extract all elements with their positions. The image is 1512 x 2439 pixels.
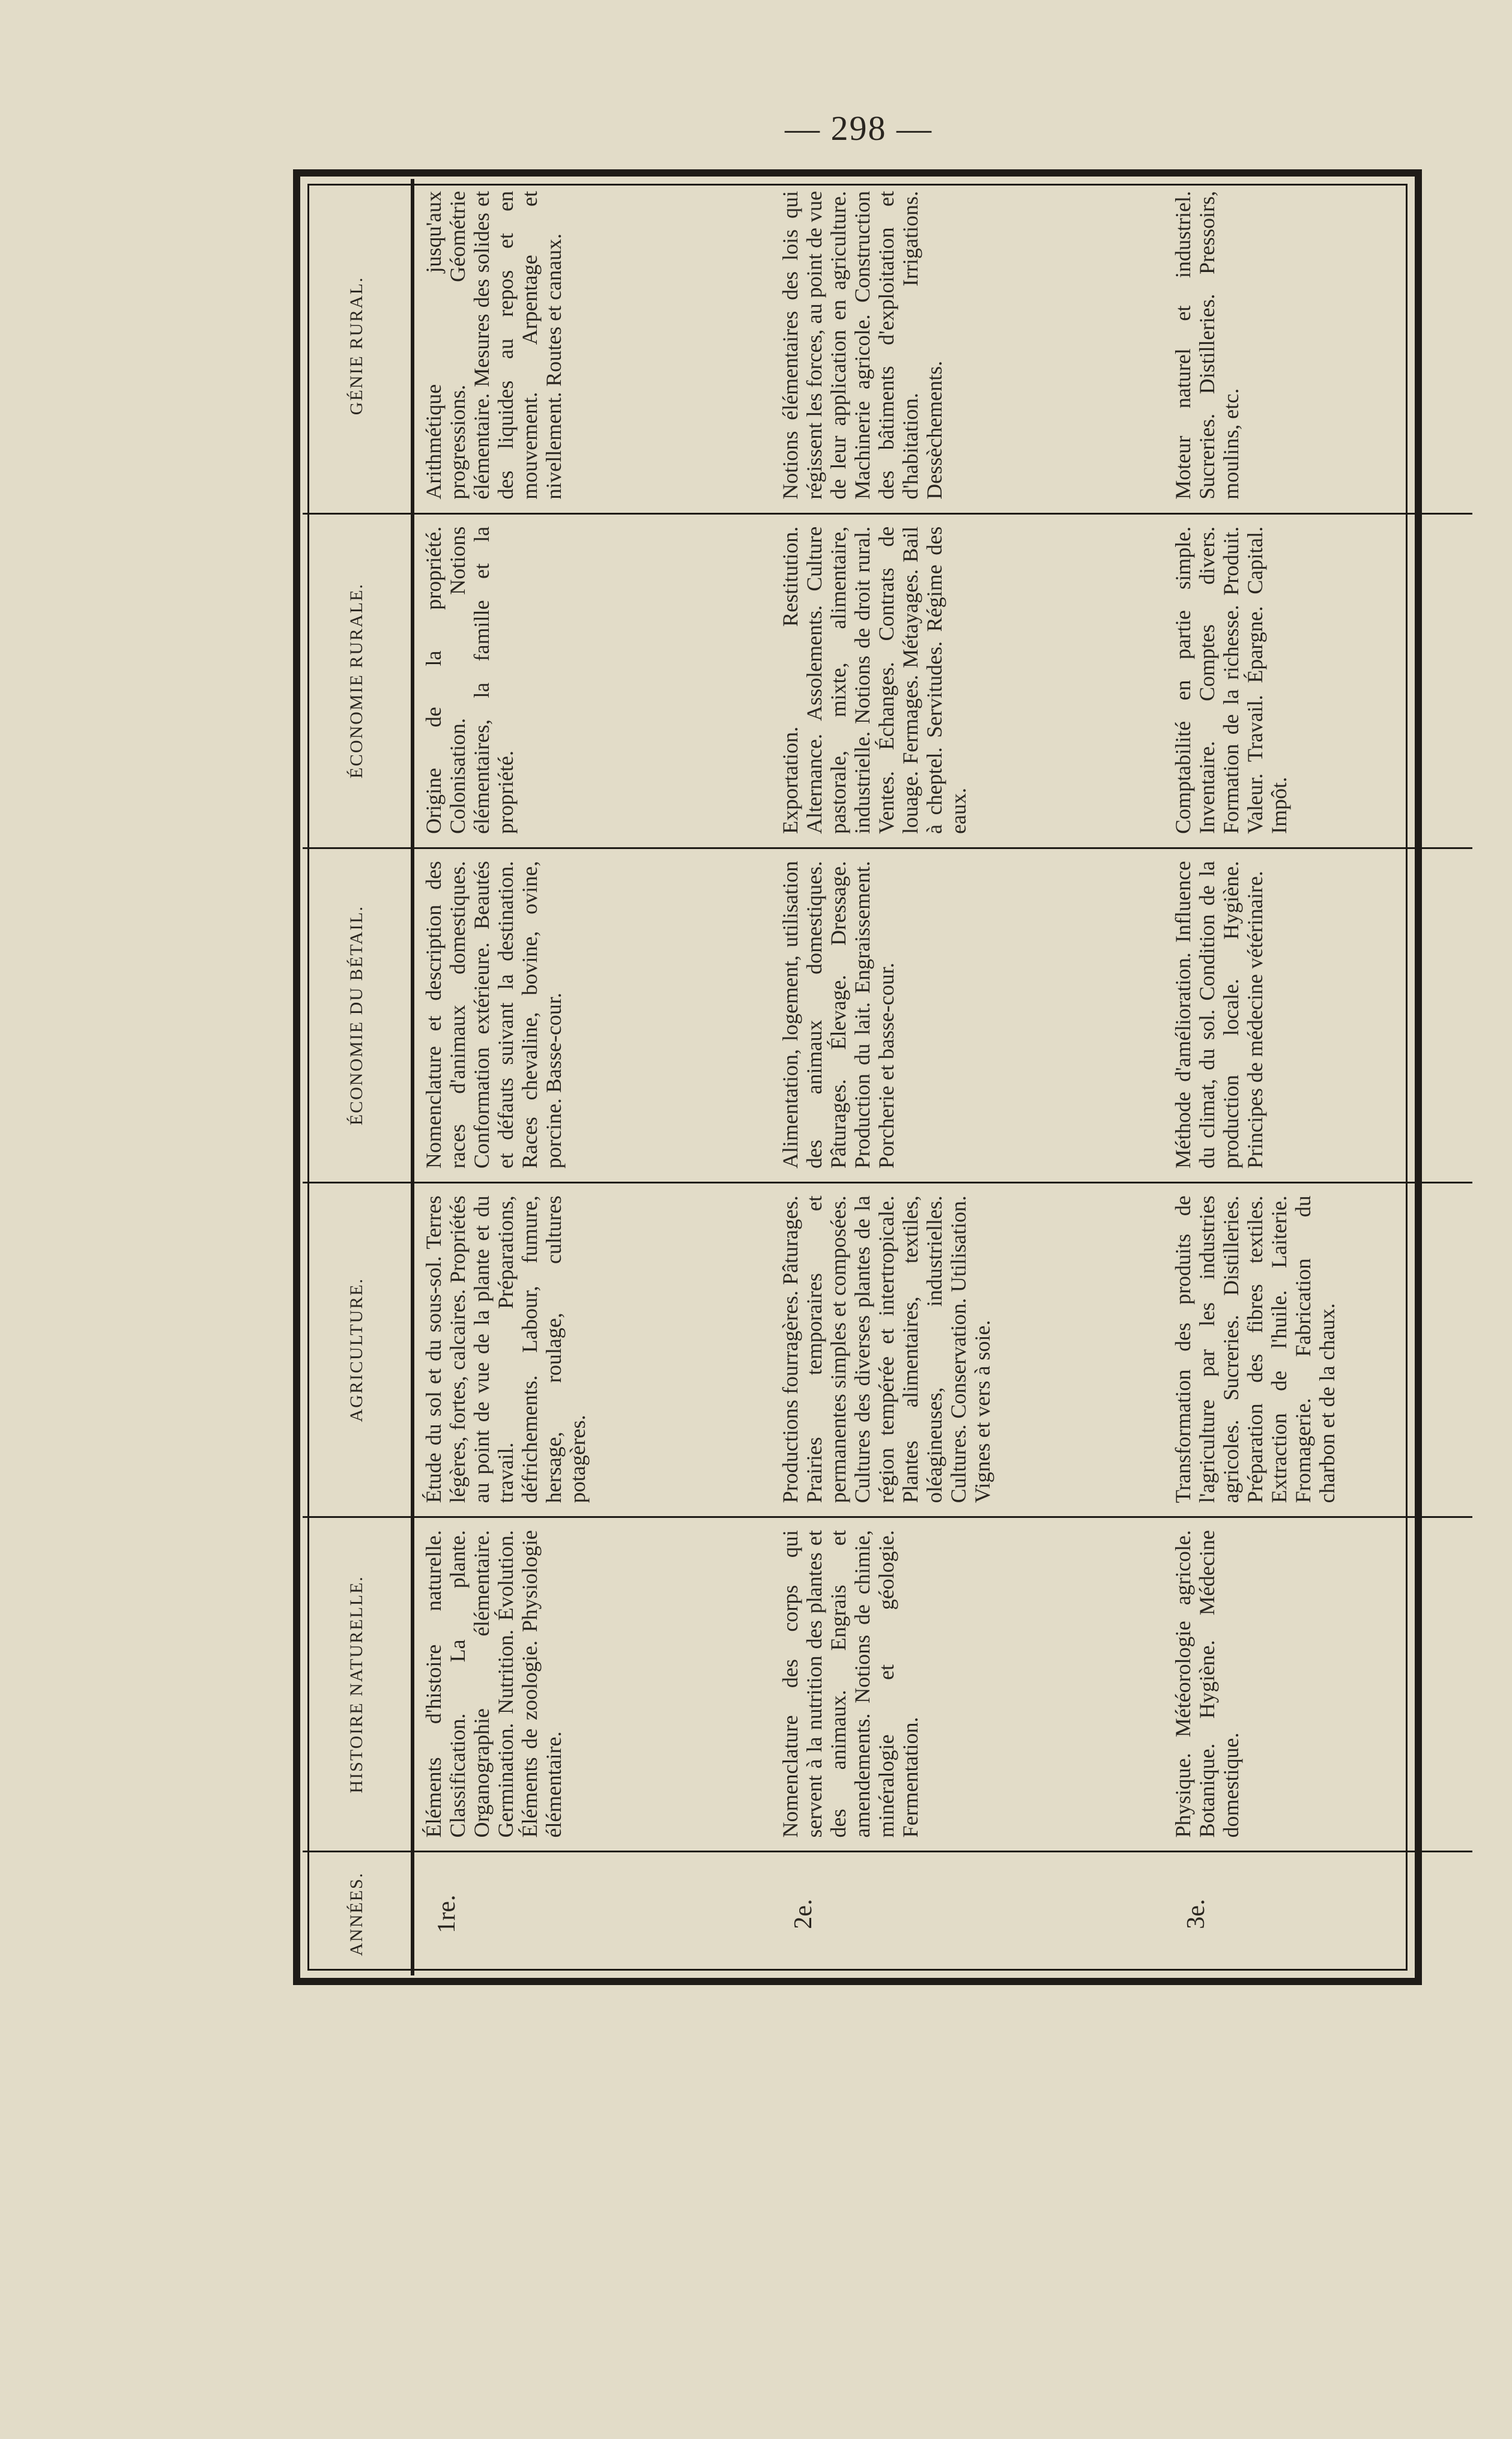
table-row [413, 179, 771, 1975]
header-genie-rural: GÉNIE RURAL. [303, 179, 413, 513]
table-row [1164, 179, 1472, 1975]
year-cell: 3e. [1164, 1852, 1472, 1975]
header-economie-rurale: ÉCONOMIE RURALE. [303, 513, 413, 848]
economie-rurale-cell: Comptabilité en partie simple. Inventaire. Comptes divers. Formation de la richesse. Produit. Valeur. Travail. Épargne. Capital. Impôt. [1164, 513, 1472, 848]
genie-rural-cell: Notions élémentaires des lois qui régissent les forces, au point de vue de leur application en agriculture. Machinerie agricole. Construction des bâtiments d'exploitation et d'habitation. Irrigations. Dessèchements. [778, 191, 946, 500]
histoire-naturelle-cell: Physique. Météorologie agricole. Botanique. Hygiène. Médecine domestique. [1164, 1517, 1472, 1852]
economie-rurale-cell: Exportation. Restitution. Alternance. Assolements. Culture pastorale, mixte, alimentaire, industrielle. Notions de droit rural. Ventes. Échanges. Contrats de louage. Fermages. Métayages. Bail à cheptel. Servitudes. Régime des eaux. [771, 513, 1164, 848]
agriculture-cell: Productions fourragères. Pâturages. Prairies temporaires et permanentes simples et composées. Cultures des diverses plantes de la région tempérée et intertropicale. Plantes alimentaires, textiles, oléagineuses, industrielles. Cultures. Conservation. Utilisation. Vignes et vers à soie. [771, 1183, 1164, 1517]
economie-rurale-cell: Origine de la propriété. Colonisation. Notions élémentaires, la famille et la propriété. [413, 513, 771, 848]
histoire-naturelle-cell: Nomenclature des corps qui servent à la nutrition des plantes et des animaux. Engrais et amendements. Notions de chimie, minéralogie et géologie. Fermentation. [771, 1517, 1164, 1852]
genie-rural-cell: Arithmétique jusqu'aux progressions. Géométrie élémentaire. Mesures des solides et des liquides au repos et en mouvement. Arpentage et nivellement. Routes et canaux. [422, 191, 566, 500]
header-row [303, 179, 413, 1975]
agriculture-cell: Étude du sol et du sous-sol. Terres légères, fortes, calcaires. Propriétés au point de vue de la plante et du travail. Préparations, défrichements. Labour, fumure, hersage, roulage, cultures potagères. [413, 1183, 771, 1517]
agriculture-cell: Transformation des produits de l'agriculture par les industries agricoles. Sucreries. Distilleries. Préparation des fibres textiles. Extraction de l'huile. Laiterie. Fromagerie. Fabrication du charbon et de la chaux. [1164, 1183, 1472, 1517]
economie-betail-cell: Nomenclature et description des races d'animaux domestiques. Conformation extérieure. Beautés et défauts suivant la destination. Races chevaline, bovine, ovine, porcine. Basse-cour. [413, 848, 771, 1182]
table-row [771, 179, 1164, 1975]
header-annees: ANNÉES. [303, 1852, 413, 1975]
economie-betail-cell: Méthode d'amélioration. Influence du climat, du sol. Condition de la production locale. Hygiène. Principes de médecine vétérinaire. [1164, 848, 1472, 1182]
year-cell: 2e. [771, 1852, 1164, 1975]
header-economie-betail: ÉCONOMIE DU BÉTAIL. [303, 848, 413, 1182]
economie-betail-cell: Alimentation, logement, utilisation des animaux domestiques. Pâturages. Élevage. Dressage. Production du lait. Engraissement. Porcherie et basse-cour. [771, 848, 1164, 1182]
year-cell: 1re. [413, 1852, 771, 1975]
rotated-curriculum-table [303, 179, 1412, 1975]
page-number: — 298 — [785, 109, 933, 148]
header-histoire-naturelle: HISTOIRE NATURELLE. [303, 1517, 413, 1852]
header-agriculture: AGRICULTURE. [303, 1183, 413, 1517]
curriculum-table [303, 179, 1472, 1975]
genie-rural-cell: Moteur naturel et industriel. Sucreries. Distilleries. Pressoirs, moulins, etc. [1171, 191, 1243, 500]
histoire-naturelle-cell: Éléments d'histoire naturelle. Classification. La plante. Organographie élémentaire. Germination. Nutrition. Évolution. Éléments de zoologie. Physiologie élémentaire. [413, 1517, 771, 1852]
